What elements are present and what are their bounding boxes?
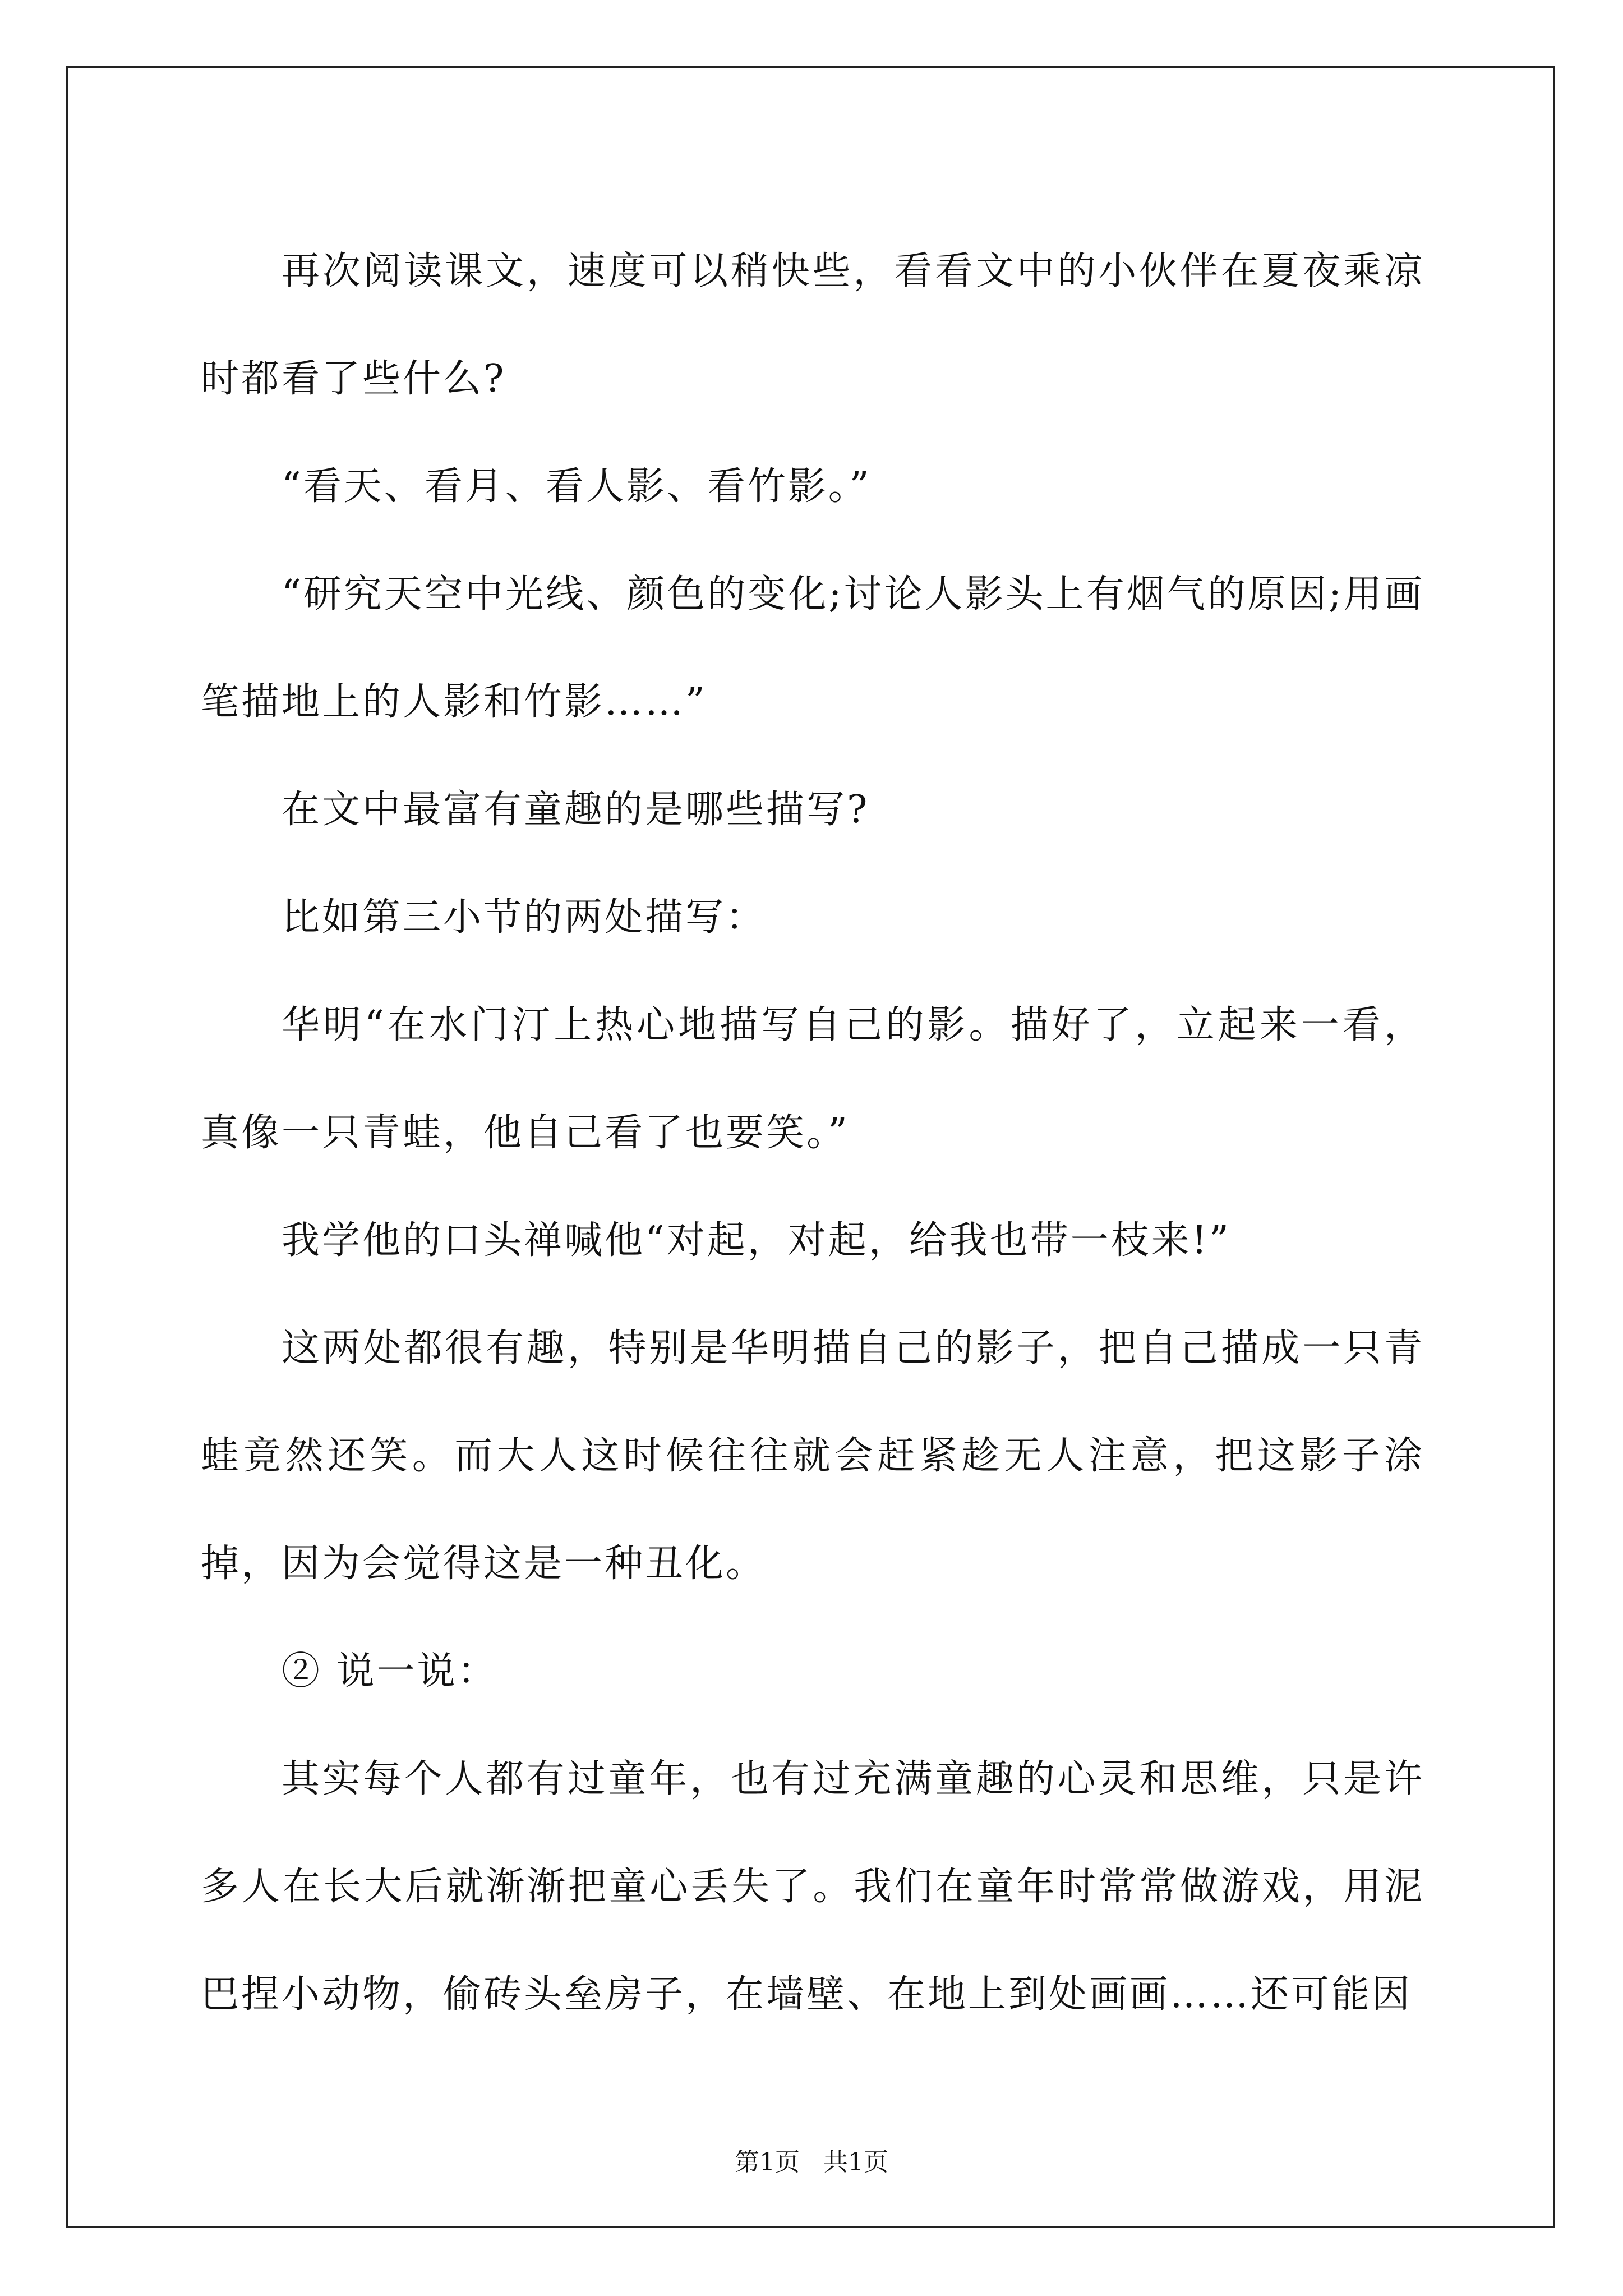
paragraph-6: 华明“在水门汀上热心地描写自己的影。描好了，立起来一看，真像一只青蛙，他自己看了也要笑。” [201,1003,1424,1155]
paragraph-7: 我学他的口头禅喊他“对起，对起，给我也带一枝来!” [282,1218,1231,1263]
paragraph-9: ② 说一说： [282,1649,498,1694]
paragraph-8: 这两处都很有趣，特别是华明描自己的影子，把自己描成一只青蛙竟然还笑。而大人这时候往往就会赶紧趁无人注意，把这影子涂掉，因为会觉得这是一种丑化。 [201,1326,1424,1586]
paragraph-4: 在文中最富有童趣的是哪些描写? [282,788,870,832]
paragraph-2: “看天、看月、看人影、看竹影。” [282,464,872,509]
document-body [201,218,1424,2049]
paragraph-3: “研究天空中光线、颜色的变化;讨论人影头上有烟气的原因;用画笔描地上的人影和竹影……” [201,572,1424,724]
paragraph-10: 其实每个人都有过童年，也有过充满童趣的心灵和思维，只是许多人在长大后就渐渐把童心丢失了。我们在童年时常常做游戏，用泥巴捏小动物，偷砖头垒房子，在墙壁、在地上到处画画……还可能因 [201,1757,1424,2017]
paragraph-5: 比如第三小节的两处描写： [282,895,767,940]
footer-spacer [800,2148,823,2177]
page-footer [0,2146,1623,2179]
page-number: 第1页 [735,2148,800,2177]
paragraph-1: 再次阅读课文，速度可以稍快些，看看文中的小伙伴在夏夜乘凉时都看了些什么? [201,249,1424,401]
page-total: 共1页 [823,2148,888,2177]
